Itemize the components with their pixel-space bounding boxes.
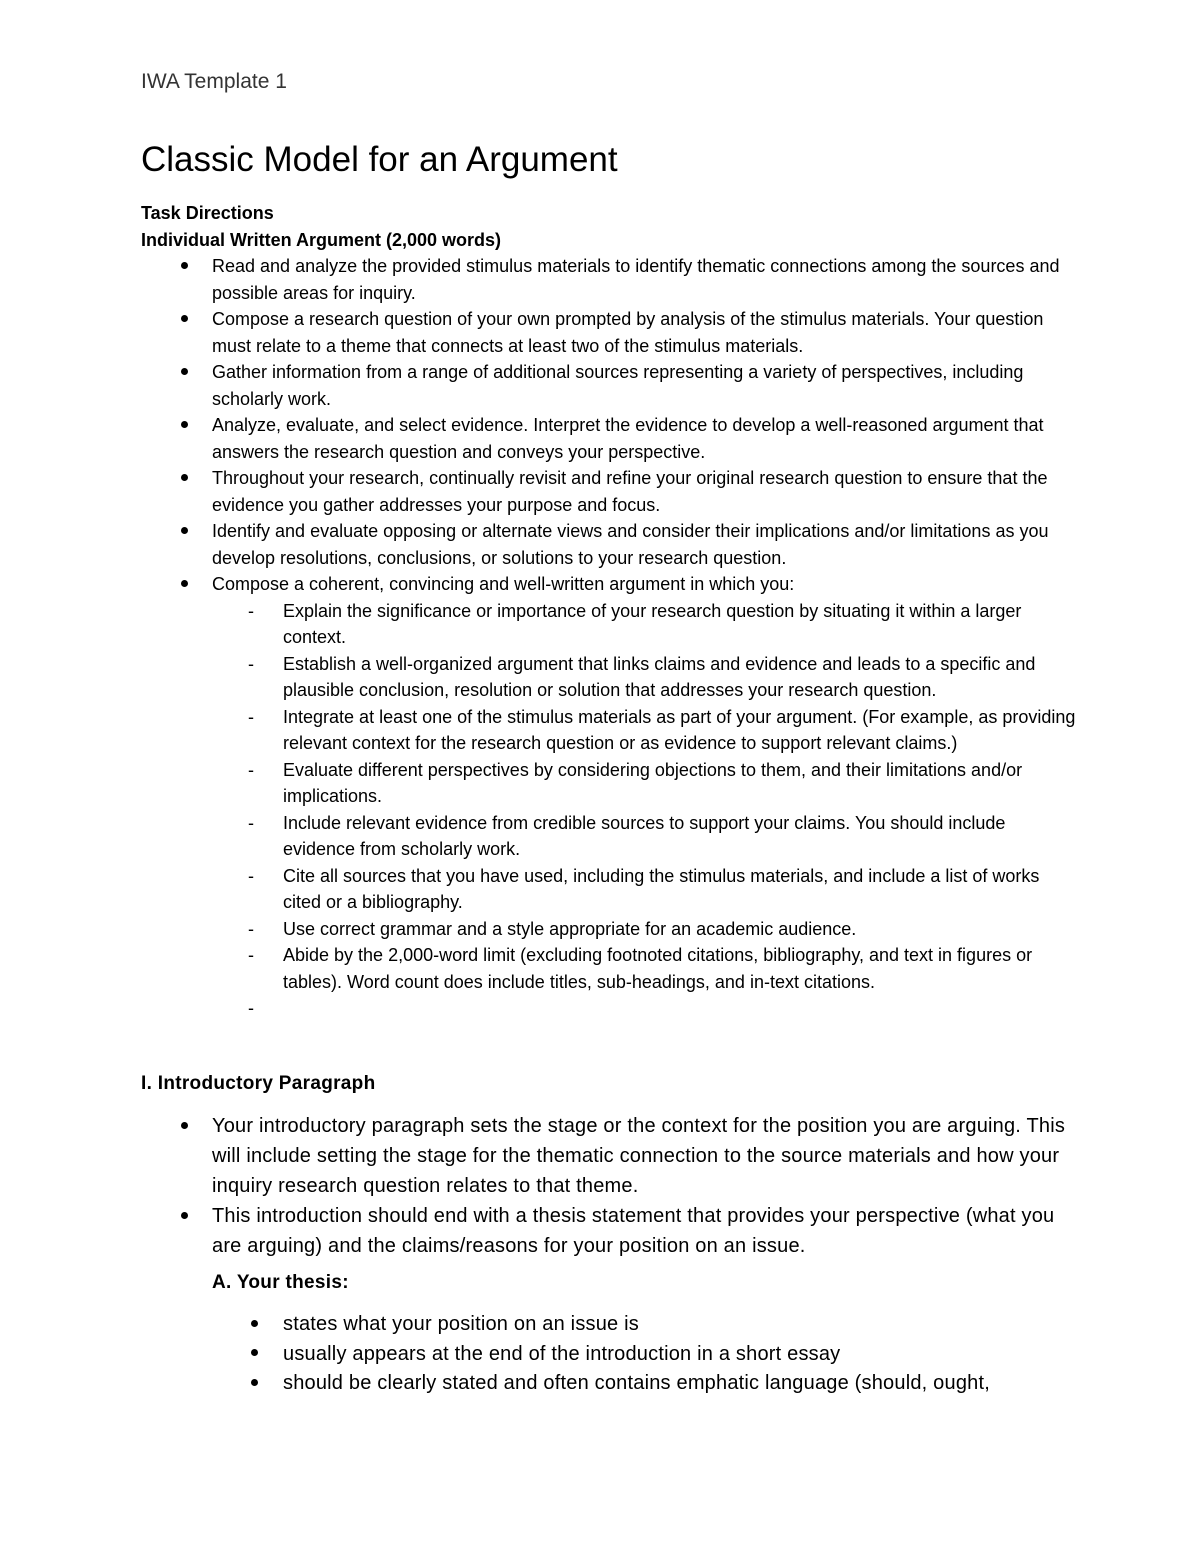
- task-heading: Task Directions: [141, 203, 274, 223]
- list-item: [141, 518, 1081, 571]
- list-item: [141, 1340, 1081, 1370]
- dash-icon: -: [248, 706, 254, 727]
- task-directions-section: [141, 200, 1081, 1022]
- sub-list-item-text: Establish a well-organized argument that links claims and evidence and leads to a specific and plausible conclusion, resolution or solution that addresses your research question.: [283, 653, 1036, 700]
- bullet-icon: [174, 253, 194, 280]
- bullet-icon: [174, 359, 194, 386]
- list-item-text: Read and analyze the provided stimulus materials to identify thematic connections among the sources and possible areas for inquiry.: [212, 256, 1060, 303]
- bullet-icon: [244, 1369, 264, 1399]
- bullet-icon: [174, 306, 194, 333]
- sub-list-item: [141, 651, 1081, 704]
- intro-list: [141, 1111, 1081, 1261]
- list-item-text: Throughout your research, continually revisit and refine your original research question to ensure that the evidence you gather addresses your purpose and focus.: [212, 468, 1048, 515]
- document-title: Classic Model for an Argument: [141, 140, 618, 179]
- sub-list-item: [141, 942, 1081, 995]
- list-item: [141, 359, 1081, 412]
- list-item-text: should be clearly stated and often contains emphatic language (should, ought,: [283, 1372, 990, 1394]
- intro-section: [141, 1111, 1081, 1261]
- list-item: [141, 1201, 1081, 1261]
- bullet-icon: [174, 465, 194, 492]
- list-item: [141, 1369, 1081, 1399]
- sub-list-item-text: Evaluate different perspectives by considering objections to them, and their limitations and/or implications.: [283, 759, 1023, 806]
- list-item-text: Identify and evaluate opposing or alternate views and consider their implications and/or limitations as you develop resolutions, conclusions, or solutions to your research question.: [212, 521, 1049, 568]
- dash-icon: -: [248, 653, 254, 674]
- section-heading-intro: I. Introductory Paragraph: [141, 1073, 376, 1094]
- thesis-list: [141, 1310, 1081, 1399]
- bullet-icon: [174, 1201, 194, 1231]
- sub-list-item: [141, 757, 1081, 810]
- bullet-icon: [244, 1310, 264, 1340]
- page-header: IWA Template 1: [141, 70, 287, 93]
- bullet-icon: [174, 518, 194, 545]
- thesis-heading: A. Your thesis:: [212, 1272, 349, 1293]
- sub-list-item-text: Explain the significance or importance of your research question by situating it within a larger context.: [283, 600, 1022, 647]
- sub-list-item: [141, 810, 1081, 863]
- dash-icon: -: [248, 945, 254, 965]
- list-item-text: Compose a research question of your own prompted by analysis of the stimulus materials. Your question must relate to a theme that connects at least two of the stimulus materials.: [212, 309, 1044, 356]
- bullet-icon: [174, 571, 194, 598]
- sub-list-item: [141, 863, 1081, 916]
- list-item: [141, 253, 1081, 306]
- sub-list-item: [141, 916, 1081, 943]
- task-subheading: Individual Written Argument (2,000 words): [141, 229, 502, 250]
- sub-list-item-empty: [141, 995, 1081, 1022]
- sub-list-item-text: Integrate at least one of the stimulus materials as part of your argument. (For example, as providing relevant context for the research question or as evidence to support relevant claims.): [283, 706, 1076, 753]
- directions-list: [141, 253, 1081, 598]
- sub-list-item-text: [283, 998, 288, 1018]
- dash-icon: -: [248, 918, 254, 939]
- bullet-icon: [244, 1340, 264, 1370]
- dash-icon: -: [248, 998, 254, 1018]
- dash-icon: -: [248, 812, 254, 833]
- sub-list-item: [141, 704, 1081, 757]
- thesis-section: [141, 1310, 1081, 1399]
- sub-list-item-text: Use correct grammar and a style appropriate for an academic audience.: [283, 918, 857, 939]
- list-item: [141, 571, 1081, 598]
- bullet-icon: [174, 412, 194, 439]
- sub-list-item-text: Include relevant evidence from credible sources to support your claims. You should include evidence from scholarly work.: [283, 812, 1006, 859]
- list-item-text: Your introductory paragraph sets the stage or the context for the position you are arguing. This will include setting the stage for the thematic connection to the source materials and how your inquiry research question relates to that theme.: [212, 1115, 1066, 1197]
- dash-icon: -: [248, 759, 254, 780]
- list-item: [141, 306, 1081, 359]
- dash-icon: -: [248, 865, 254, 886]
- bullet-icon: [174, 1111, 194, 1141]
- list-item: [141, 465, 1081, 518]
- sub-directions-list: [141, 598, 1081, 1022]
- sub-list-item-text: Abide by the 2,000-word limit (excluding footnoted citations, bibliography, and text in figures or tables). Word count does include titles, sub-headings, and in-text citations.: [283, 945, 1033, 992]
- list-item-text: Compose a coherent, convincing and well-written argument in which you:: [212, 574, 795, 594]
- list-item-text: Analyze, evaluate, and select evidence. Interpret the evidence to develop a well-reasoned argument that answers the research question and conveys your perspective.: [212, 415, 1044, 462]
- list-item: [141, 412, 1081, 465]
- list-item: [141, 1111, 1081, 1201]
- sub-list-item-text: Cite all sources that you have used, including the stimulus materials, and include a list of works cited or a bibliography.: [283, 865, 1040, 912]
- list-item-text: This introduction should end with a thesis statement that provides your perspective (what you are arguing) and the claims/reasons for your position on an issue.: [212, 1205, 1055, 1257]
- list-item-text: states what your position on an issue is: [283, 1313, 639, 1335]
- list-item-text: Gather information from a range of additional sources representing a variety of perspectives, including scholarly work.: [212, 362, 1024, 409]
- dash-icon: -: [248, 600, 254, 621]
- sub-list-item: [141, 598, 1081, 651]
- list-item: [141, 1310, 1081, 1340]
- list-item-text: usually appears at the end of the introduction in a short essay: [283, 1342, 841, 1365]
